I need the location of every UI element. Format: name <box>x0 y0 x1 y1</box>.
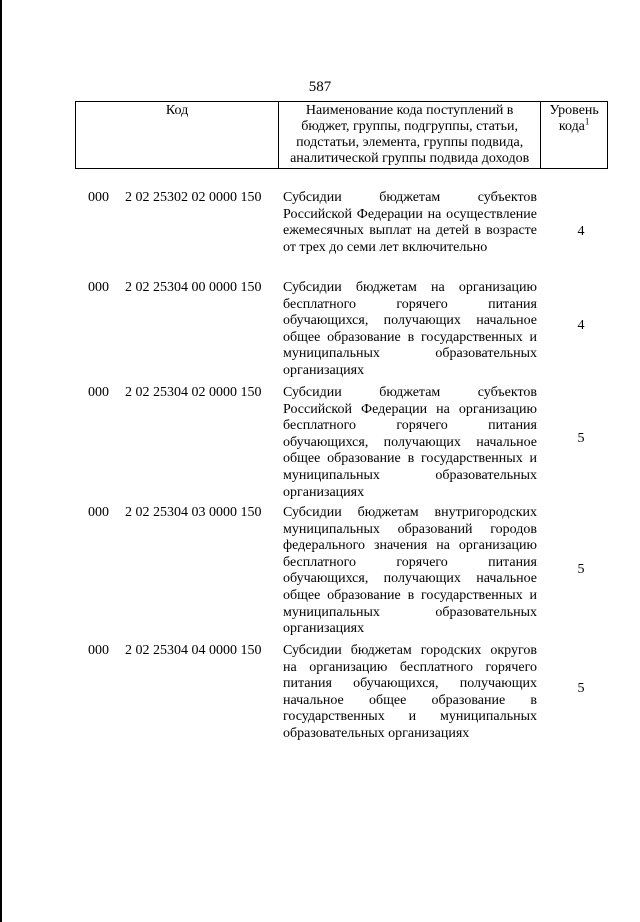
row-prefix: 000 <box>88 505 109 520</box>
row-code: 2 02 25304 04 0000 150 <box>125 643 262 658</box>
row-prefix: 000 <box>88 280 109 295</box>
row-level: 5 <box>577 681 585 696</box>
column-header-table <box>75 101 608 169</box>
row-prefix: 000 <box>88 190 109 205</box>
row-name: Субсидии бюджетам городских округов на организацию бесплатного горячего питания обучающихся, получающих начальное общее образование в государственных и муниципальных образовательных организациях <box>283 643 537 741</box>
table-row <box>0 643 640 753</box>
header-level <box>541 102 608 169</box>
row-name: Субсидии бюджетам на организацию бесплатного горячего питания обучающихся, получающих начальное общее образование в государственных и муниципальных образовательных организациях <box>283 280 537 378</box>
table-row <box>0 190 640 280</box>
header-level-footnote: 1 <box>584 116 590 127</box>
row-name: Субсидии бюджетам внутригородских муниципальных образований городов федерального значения на организацию бесплатного горячего питания обучающихся, получающих начальное общее образование в государственных и муниципальных образовательных организациях <box>283 505 537 637</box>
row-code: 2 02 25304 00 0000 150 <box>125 280 262 295</box>
row-code: 2 02 25304 03 0000 150 <box>125 505 262 520</box>
row-code: 2 02 25302 02 0000 150 <box>125 190 262 205</box>
table-row <box>0 385 640 505</box>
row-code: 2 02 25304 02 0000 150 <box>125 385 262 400</box>
page-number: 587 <box>308 79 332 95</box>
row-level: 4 <box>577 224 585 239</box>
row-level: 4 <box>577 318 585 333</box>
header-level-label: Уровень кода <box>549 103 599 134</box>
code-rows <box>0 190 640 753</box>
row-name: Субсидии бюджетам субъектов Российской Федерации на осуществление ежемесячных выплат на детей в возрасте от трех до семи лет включительно <box>283 190 537 255</box>
table-row <box>0 280 640 385</box>
row-level: 5 <box>577 562 585 577</box>
header-name: Наименование кода поступлений в бюджет, группы, подгруппы, статьи, подстатьи, элемента, группы подвида, аналитической группы подвида доходов <box>279 102 541 169</box>
row-prefix: 000 <box>88 385 109 400</box>
row-prefix: 000 <box>88 643 109 658</box>
row-level: 5 <box>577 431 585 446</box>
header-code: Код <box>76 102 279 169</box>
table-row <box>0 505 640 643</box>
row-name: Субсидии бюджетам субъектов Российской Федерации на организацию бесплатного горячего питания обучающихся, получающих начальное общее образование в государственных и муниципальных образовательных организациях <box>283 385 537 500</box>
